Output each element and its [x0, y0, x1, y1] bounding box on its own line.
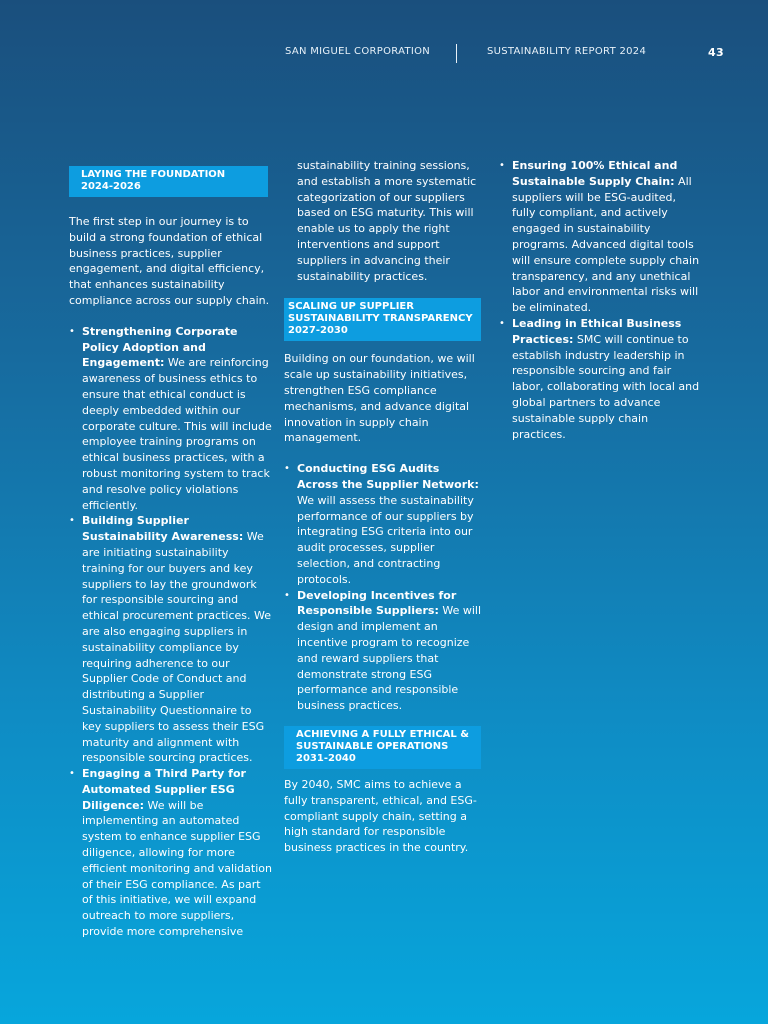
bullet-heading: Conducting ESG Audits Across the Supplier Network: [297, 462, 479, 491]
bullet-heading: Strengthening Corporate Policy Adoption and Engagement: [82, 324, 238, 370]
bullet-item [284, 588, 484, 714]
page-number: 43 [708, 46, 724, 59]
header-divider [456, 44, 457, 63]
page-header [0, 46, 768, 66]
bullet-heading: Ensuring 100% Ethical and Sustainable Supply Chain: [512, 159, 678, 188]
bullet-text: We are initiating sustainability training for our buyers and key suppliers to lay the groundwork for responsible sourcing and ethical procurement practices. We are also engaging suppliers in sustainability compliance by requiring adherence to our Supplier Code of Conduct and distributing a Supplier Sustainability Questionnaire to key suppliers to assess their ESG maturity and alignment with responsible sourcing practices. [82, 530, 271, 765]
column-1 [69, 158, 272, 940]
bullet-item [69, 513, 272, 766]
ethical-bullet-list [499, 158, 701, 442]
spacer [284, 446, 484, 461]
column-3 [499, 158, 701, 442]
spacer [69, 309, 272, 324]
foundation-bullet-list [69, 324, 272, 940]
foundation-intro: The first step in our journey is to build a strong foundation of ethical business practices, supplier engagement, and digital efficiency, that enhances sustainability compliance across our supply chain. [69, 215, 270, 307]
bullet-text: SMC will continue to establish industry leadership in responsible sourcing and fair labor, collaborating with local and global partners to advance sustainable supply chain practices. [512, 332, 700, 441]
bullet-item [69, 766, 272, 940]
company-name: SAN MIGUEL CORPORATION [285, 46, 431, 57]
bullet-text: We will design and implement an incentive program to recognize and reward suppliers that demonstrate strong ESG performance and responsible business practices. [297, 604, 482, 713]
closing-paragraph: By 2040, SMC aims to achieve a fully transparent, ethical, and ESG-compliant supply chain, setting a high standard for responsible business practices in the country. [284, 777, 477, 855]
column-2 [284, 158, 484, 856]
bullet-item [499, 316, 701, 442]
bullet-item [499, 158, 701, 316]
bullet-heading: Leading in Ethical Business Practices: [512, 316, 682, 346]
section-heading-fully-ethical: ACHIEVING A FULLY ETHICAL & SUSTAINABLE OPERATIONS 2031-2040 [284, 726, 481, 769]
continued-text: sustainability training sessions, and establish a more systematic categorization of our suppliers based on ESG maturity. This will enable us to apply the right interventions and support suppliers in advancing their sustainability practices. [297, 159, 477, 283]
scaling-bullet-list [284, 461, 484, 714]
section-heading-scaling-up: SCALING UP SUPPLIER SUSTAINABILITY TRANSPARENCY 2027-2030 [284, 298, 481, 341]
bullet-text: We will be implementing an automated system to enhance supplier ESG diligence, allowing for more efficient monitoring and validation of their ESG compliance. As part of this initiative, we will expand outreach to more suppliers, provide more comprehensive [82, 798, 272, 939]
bullet-heading: Developing Incentives for Responsible Suppliers: [297, 588, 457, 618]
bullet-text: We will assess the sustainability performance of our suppliers by integrating ESG criteria into our audit processes, supplier selection, and contracting protocols. [297, 493, 474, 586]
bullet-item [284, 461, 484, 587]
bullet-heading: Engaging a Third Party for Automated Supplier ESG Diligence: [82, 767, 246, 812]
bullet-text: We are reinforcing awareness of business ethics to ensure that ethical conduct is deeply embedded within our corporate culture. This will include employee training programs on ethical business practices, with a robust monitoring system to track and resolve policy violations efficiently. [82, 356, 272, 512]
report-title: SUSTAINABILITY REPORT 2024 [487, 46, 647, 57]
bullet-heading: Building Supplier Sustainability Awareness: [82, 514, 244, 544]
section-heading-foundation: LAYING THE FOUNDATION 2024-2026 [69, 166, 268, 197]
scaling-intro: Building on our foundation, we will scale up sustainability initiatives, strengthen ESG compliance mechanisms, and advance digital innovation in supply chain management. [284, 352, 475, 445]
bullet-item [69, 324, 272, 514]
bullet-text: All suppliers will be ESG-audited, fully compliant, and actively engaged in sustainability programs. Advanced digital tools will ensure complete supply chain transparency, and any unethical labor and environmental risks will be eliminated. [512, 174, 700, 315]
